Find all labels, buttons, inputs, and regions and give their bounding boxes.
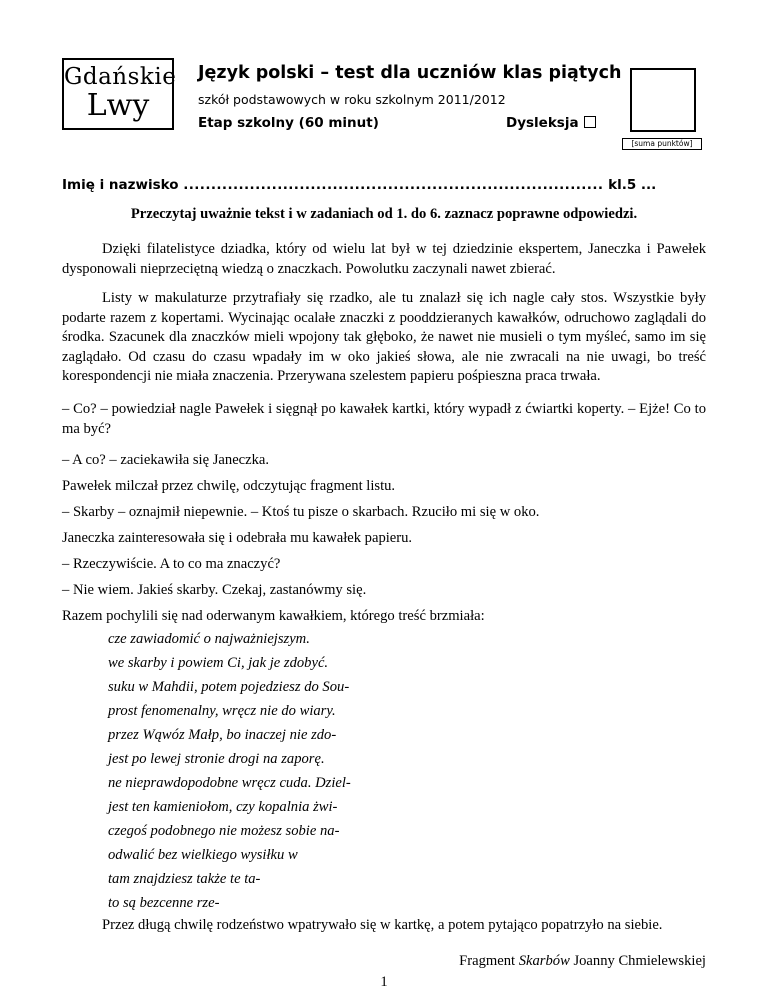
fragment-line-2: we skarby i powiem Ci, jak je zdobyć. [108, 655, 329, 671]
score-label: [suma punktów] [622, 138, 702, 150]
fragment-line-1: cze zawiadomić o najważniejszym. [108, 631, 310, 647]
fragment-line-4: prost fenomenalny, wręcz nie do wiary. [108, 703, 336, 719]
fragment-line-12: to są bezcenne rze- [108, 895, 220, 911]
test-stage: Etap szkolny (60 minut) [198, 115, 379, 131]
page-number: 1 [380, 974, 388, 990]
paragraph-2: Listy w makulaturze przytrafiały się rzadko, ale tu znalazł się ich nagle cały stos. Wszystkie były podarte razem z kopertami. Wycinając ocalałe znaczki z pooddzieranych kawałków, odruchowo zaglądali do środka. Szacunek dla znaczków mieli wpojony tak głęboko, że nawet nie musieli o tym myśleć, samo im się zaglądało. Od czasu do czasu wpadały im w oko jakieś słowa, ale nie zwracali na nie uwagi, bo treść korespondencji nie miała znaczenia. Przerywana szelestem papieru pośpieszna praca trwała. [62, 290, 706, 384]
logo-line-2: Lwy [86, 88, 150, 123]
test-subtitle: szkół podstawowych w roku szkolnym 2011/2012 [198, 92, 506, 107]
test-title: Język polski – test dla uczniów klas piątych [198, 63, 622, 83]
source-prefix: Fragment [459, 953, 519, 969]
score-box[interactable] [630, 68, 696, 132]
student-name-line [62, 177, 698, 193]
fragment-line-11: tam znajdziesz także te ta- [108, 871, 261, 887]
dialogue-line-3: Pawełek milczał przez chwilę, odczytując fragment listu. [62, 478, 396, 494]
dialogue-line-6: – Rzeczywiście. A to co ma znaczyć? [62, 556, 281, 572]
source-author: Joanny Chmielewskiej [569, 953, 706, 969]
dialogue-line-8: Razem pochylili się nad oderwanym kawałkiem, którego treść brzmiała: [62, 608, 485, 624]
paragraph-1: Dzięki filatelistyce dziadka, który od wielu lat był w tej dziedzinie ekspertem, Janeczka i Pawełek dysponowali nieprzeciętną wiedzą o znaczkach. Powolutku zaczynali nawet zbierać. [62, 241, 706, 277]
dyslexia-checkbox[interactable] [584, 116, 596, 128]
dialogue-line-7: – Nie wiem. Jakieś skarby. Czekaj, zastanówmy się. [62, 582, 367, 598]
fragment-line-8: jest ten kamieniołom, czy kopalnia żwi- [108, 799, 338, 815]
dialogue-line-2: – A co? – zaciekawiła się Janeczka. [62, 452, 270, 468]
dialogue-line-4: – Skarby – oznajmił niepewnie. – Ktoś tu pisze o skarbach. Rzuciło mi się w oko. [62, 504, 540, 520]
closing-paragraph: Przez długą chwilę rodzeństwo wpatrywało się w kartkę, a potem pytająco popatrzyło na siebie. [102, 917, 663, 933]
instruction: Przeczytaj uważnie tekst i w zadaniach od 1. do 6. zaznacz poprawne odpowiedzi. [130, 206, 638, 222]
name-label: Imię i nazwisko [62, 177, 179, 193]
source-title: Skarbów [518, 953, 570, 969]
dyslexia-label: Dysleksja [506, 115, 579, 131]
fragment-line-5: przez Wąwóz Małp, bo inaczej nie zdo- [108, 727, 337, 743]
fragment-line-7: ne nieprawdopodobne wręcz cuda. Dziel- [108, 775, 351, 791]
gdanskie-lwy-logo [62, 58, 177, 130]
source-attribution [459, 953, 706, 970]
fragment-line-3: suku w Mahdii, potem pojedziesz do Sou- [108, 679, 350, 695]
logo-line-1: Gdańskie [64, 64, 177, 90]
name-dots[interactable]: ............................................................................ [183, 177, 604, 193]
fragment-line-9: czegoś podobnego nie możesz sobie na- [108, 823, 340, 839]
dyslexia-field [506, 115, 596, 131]
fragment-line-10: odwalić bez wielkiego wysiłku w [108, 847, 298, 863]
dialogue-line-1: – Co? – powiedział nagle Pawełek i sięgnął po kawałek kartki, który wypadł z ćwiartki koperty. – Ejże! Co to ma być? [62, 401, 706, 437]
class-label: kl.5 ... [608, 177, 657, 193]
dialogue-line-5: Janeczka zainteresowała się i odebrała mu kawałek papieru. [62, 530, 413, 546]
fragment-line-6: jest po lewej stronie drogi na zaporę. [108, 751, 325, 767]
